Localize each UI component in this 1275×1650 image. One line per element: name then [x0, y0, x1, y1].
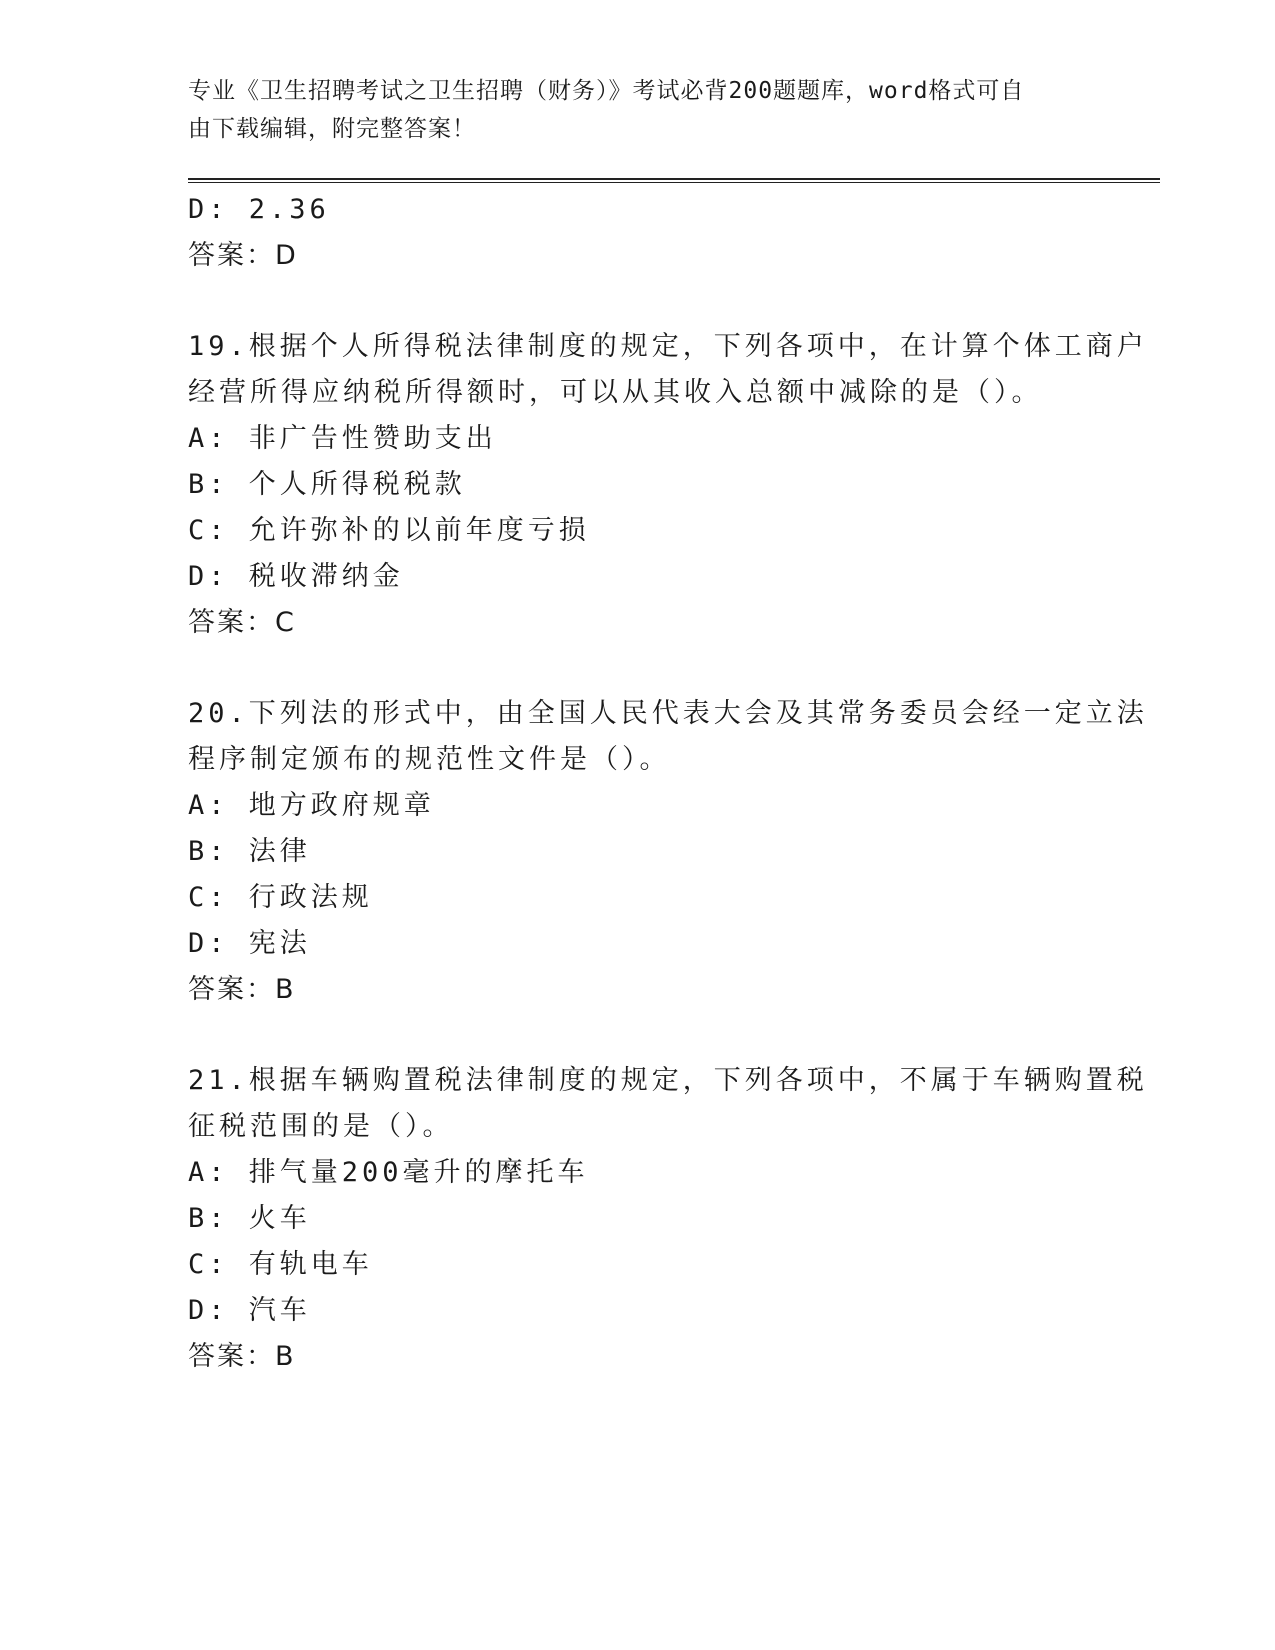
option-d: D: 汽车 — [188, 1295, 311, 1326]
document-header — [188, 72, 1088, 148]
option-b: B: 法律 — [188, 836, 311, 867]
question-stem-line-1: 21.根据车辆购置税法律制度的规定，下列各项中，不属于车辆购置税 — [188, 1065, 1148, 1096]
question-stem-line-1: 20.下列法的形式中，由全国人民代表大会及其常务委员会经一定立法 — [188, 698, 1148, 729]
previous-question-tail — [188, 187, 1088, 279]
option-d: D: 宪法 — [188, 928, 311, 959]
question-stem-line-2: 征税范围的是（）。 — [188, 1111, 454, 1142]
question-20 — [188, 691, 1148, 1013]
answer: 答案：C — [188, 607, 296, 638]
option-c: C: 行政法规 — [188, 882, 373, 913]
spacer — [188, 279, 1088, 324]
spacer — [188, 1013, 1088, 1058]
question-19 — [188, 324, 1148, 646]
header-divider — [188, 178, 1160, 183]
option-b: B: 火车 — [188, 1203, 311, 1234]
header-line-1: 专业《卫生招聘考试之卫生招聘（财务）》考试必背200题题库，word格式可自 — [188, 78, 1025, 104]
option-b: B: 个人所得税税款 — [188, 469, 466, 500]
question-stem-line-1: 19.根据个人所得税法律制度的规定，下列各项中，在计算个体工商户 — [188, 331, 1148, 362]
question-21 — [188, 1058, 1148, 1380]
document-body — [188, 187, 1148, 1380]
option-c: C: 有轨电车 — [188, 1249, 373, 1280]
spacer — [188, 646, 1088, 691]
header-line-2: 由下载编辑，附完整答案！ — [188, 116, 476, 142]
option-d: D: 税收滞纳金 — [188, 561, 404, 592]
answer: 答案：B — [188, 1341, 296, 1372]
option-d: D: 2.36 — [188, 194, 330, 225]
option-a: A: 非广告性赞助支出 — [188, 423, 497, 454]
question-stem-line-2: 程序制定颁布的规范性文件是（）。 — [188, 744, 671, 775]
option-c: C: 允许弥补的以前年度亏损 — [188, 515, 590, 546]
answer: 答案：B — [188, 974, 296, 1005]
option-a: A: 排气量200毫升的摩托车 — [188, 1157, 589, 1188]
question-stem-line-2: 经营所得应纳税所得额时，可以从其收入总额中减除的是（）。 — [188, 377, 1043, 408]
option-a: A: 地方政府规章 — [188, 790, 435, 821]
answer: 答案：D — [188, 240, 298, 271]
